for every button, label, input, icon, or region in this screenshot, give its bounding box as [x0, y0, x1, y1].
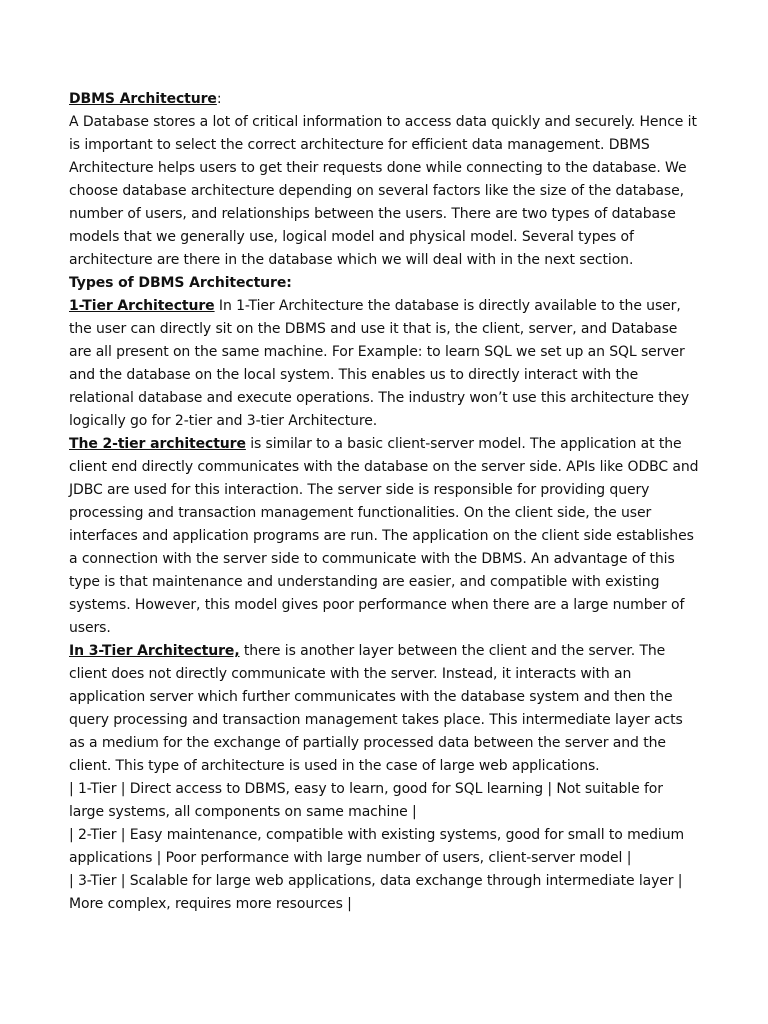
table-row: | 3-Tier | Scalable for large web applications, data exchange through intermediate layer | More complex, requires more resources | [69, 873, 683, 912]
table-row: | 1-Tier | Direct access to DBMS, easy to learn, good for SQL learning | Not suitable for large systems, all components on same machine | [69, 781, 663, 820]
tier2-paragraph [69, 433, 701, 640]
intro-paragraph: A Database stores a lot of critical information to access data quickly and securely. Hence it is important to select the correct architecture for efficient data management. DBMS Architecture helps users to get their requests done while connecting to the database. We choose database architecture depending on several factors like the size of the database, number of users, and relationships between the users. There are two types of database models that we generally use, logical model and physical model. Several types of architecture are there in the database which we will deal with in the next section. [69, 114, 697, 268]
types-heading: Types of DBMS Architecture: [69, 275, 292, 291]
tier1-label: 1-Tier Architecture [69, 298, 215, 314]
title-colon: : [216, 91, 222, 107]
title-line [69, 88, 701, 111]
tier3-paragraph [69, 640, 701, 778]
tier3-label: In 3-Tier Architecture, [69, 643, 240, 659]
tier3-text: there is another layer between the client and the server. The client does not directly communicate with the server. Instead, it interacts with an application server which further communicates with the database system and then the query processing and transaction management takes place. This intermediate layer acts as a medium for the exchange of partially processed data between the server and the client. This type of architecture is used in the case of large web applications. [69, 643, 683, 774]
tier2-text: is similar to a basic client-server model. The application at the client end directly communicates with the database on the server side. APIs like ODBC and JDBC are used for this interaction. The server side is responsible for providing query processing and transaction management functionalities. On the client side, the user interfaces and application programs are run. The application on the client side establishes a connection with the server side to communicate with the DBMS. An advantage of this type is that maintenance and understanding are easier, and compatible with existing systems. However, this model gives poor performance when there are a large number of users. [69, 436, 699, 636]
tier1-paragraph [69, 295, 701, 433]
table-row: | 2-Tier | Easy maintenance, compatible with existing systems, good for small to medium applications | Poor performance with large number of users, client-server model | [69, 827, 685, 866]
document-body [69, 88, 701, 916]
tier2-label: The 2-tier architecture [69, 436, 246, 452]
document-title: DBMS Architecture [69, 91, 217, 107]
tier1-text: In 1-Tier Architecture the database is directly available to the user, the user can directly sit on the DBMS and use it that is, the client, server, and Database are all present on the same machine. For Example: to learn SQL we set up an SQL server and the database on the local system. This enables us to directly interact with the relational database and execute operations. The industry won’t use this architecture they logically go for 2-tier and 3-tier Architecture. [69, 298, 690, 429]
